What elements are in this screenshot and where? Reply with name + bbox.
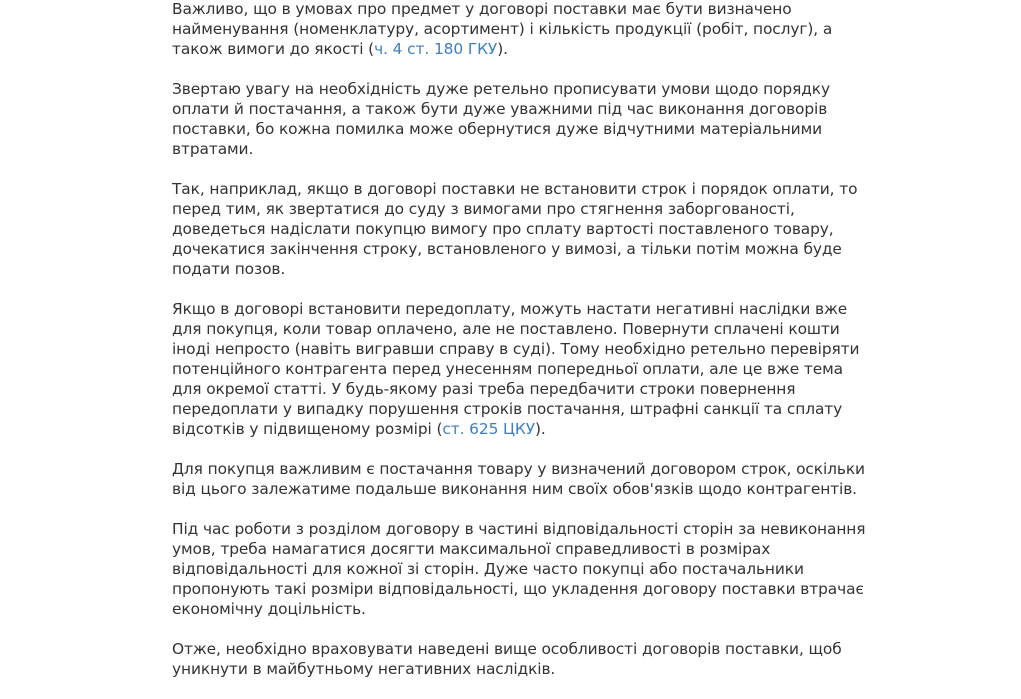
paragraph-quality-requirements xyxy=(172,0,877,59)
paragraph-text: Для покупця важливим є постачання товару у визначений договором строк, оскільки від цього залежатиме подальше виконання ним своїх обов'язків щодо контрагентів. xyxy=(172,460,865,498)
paragraph-text: Звертаю увагу на необхідність дуже ретельно прописувати умови щодо порядку оплати й постачання, а також бути дуже уважними під час виконання договорів поставки, бо кожна помилка може обернутися дуже відчутними матеріальними втратами. xyxy=(172,80,830,158)
paragraph-text-end: ). xyxy=(497,40,508,58)
paragraph-text: Важливо, що в умовах про предмет у договорі поставки має бути визначено найменування (номенклатуру, асортимент) і кількість продукції (робіт, послуг), а також вимоги до якості ( xyxy=(172,0,833,58)
law-link-cku[interactable]: ст. 625 ЦКУ xyxy=(442,420,536,438)
article-body xyxy=(172,0,877,699)
law-link-gku[interactable]: ч. 4 ст. 180 ГКУ xyxy=(374,40,498,58)
paragraph-prepayment xyxy=(172,299,877,439)
paragraph-liability xyxy=(172,519,877,619)
paragraph-conclusion xyxy=(172,639,877,679)
paragraph-text-end: ). xyxy=(535,420,546,438)
paragraph-payment-example xyxy=(172,179,877,279)
paragraph-delivery-deadline xyxy=(172,459,877,499)
paragraph-text: Отже, необхідно враховувати наведені вище особливості договорів поставки, щоб уникнути в майбутньому негативних наслідків. xyxy=(172,640,842,678)
paragraph-payment-terms xyxy=(172,79,877,159)
paragraph-text: Якщо в договорі встановити передоплату, можуть настати негативні наслідки вже для покупця, коли товар оплачено, але не поставлено. Повернути сплачені кошти іноді непросто (навіть вигравши справу в суді). Тому необхідно ретельно перевіряти потенційного контрагента перед унесенням попередньої оплати, але це вже тема для окремої статті. У будь-якому разі треба передбачити строки повернення передоплати у випадку порушення строків постачання, штрафні санкції та сплату відсотків у підвищеному розмірі ( xyxy=(172,300,860,438)
paragraph-text: Під час роботи з розділом договору в частині відповідальності сторін за невиконання умов, треба намагатися досягти максимальної справедливості в розмірах відповідальності для кожної зі сторін. Дуже часто покупці або постачальники пропонують такі розміри відповідальності, що укладення договору поставки втрачає економічну доцільність. xyxy=(172,520,866,618)
paragraph-text: Так, наприклад, якщо в договорі поставки не встановити строк і порядок оплати, то перед тим, як звертатися до суду з вимогами про стягнення заборгованості, доведеться надіслати покупцю вимогу про сплату вартості поставленого товару, дочекатися закінчення строку, встановленого у вимозі, а тільки потім можна буде подати позов. xyxy=(172,180,858,278)
